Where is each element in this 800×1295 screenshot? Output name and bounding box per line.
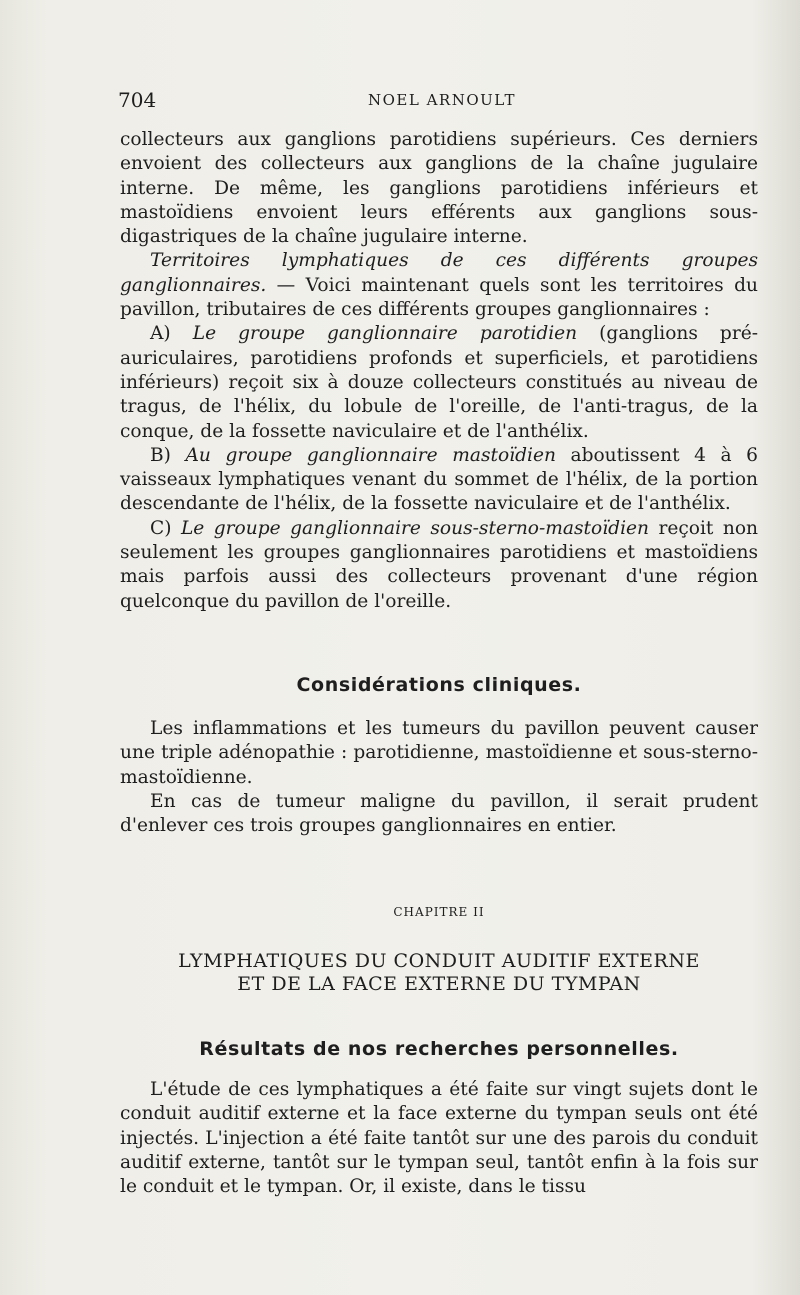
paragraph-inflammations: Les inflammations et les tumeurs du pavillon peuvent causer une triple adénopathie : parotidienne, mastoïdienne et sous-sterno-mastoïdienne. [120,718,758,788]
text-block-resultats [120,1078,758,1199]
paragraph-groupe-mastoidien: B) Au groupe ganglionnaire mastoïdien aboutissent 4 à 6 vaisseaux lymphatiques venant du sommet de l'hélix, de la portion descendante de l'hélix, de la fossette naviculaire et de l'anthélix. [120,444,758,515]
text-block-territories [120,128,758,614]
section-title-considerations: Considérations cliniques. [296,674,582,696]
section-title-resultats: Résultats de nos recherches personnelles. [199,1038,679,1060]
paragraph-groupe-parotidien: A) Le groupe ganglionnaire parotidien (ganglions pré-auriculaires, parotidiens profonds et superficiels, et parotidiens inférieurs) reçoit six à douze collecteurs constitués au niveau de tragus, de l'hélix, du lobule de l'oreille, de l'anti-tragus, de la conque, de la fossette naviculaire et de l'anthélix. [120,323,759,442]
territoires-heading: Territoires lymphatiques de ces différents groupes ganglionnaires. [120,250,758,296]
paragraph-collecteurs: collecteurs aux ganglions parotidiens supérieurs. Ces derniers envoient des collecteurs aux ganglions de la chaîne jugulaire interne. De même, les ganglions parotidiens inférieurs et mastoïdiens envoient leurs efférents aux ganglions sous-digastriques de la chaîne jugulaire interne. [120,129,758,248]
chapter-title-line-2: ET DE LA FACE EXTERNE DU TYMPAN [237,973,641,995]
text-block-considerations [120,717,758,838]
paragraph-territoires: Territoires lymphatiques de ces différents groupes ganglionnaires. — Voici maintenant quels sont les territoires du pavillon, tributaires de ces différents groupes ganglionnaires : [120,250,758,321]
paragraph-etude: L'étude de ces lymphatiques a été faite sur vingt sujets dont le conduit auditif externe et la face externe du tympan seuls ont été injectés. L'injection a été faite tantôt sur une des parois du conduit auditif externe, tantôt sur le tympan seul, tantôt enfin à la fois sur le conduit et le tympan. Or, il existe, dans le tissu [120,1079,758,1198]
page-number: 704 [118,88,157,112]
groupe-sous-sterno-heading: Le groupe ganglionnaire sous-sterno-mastoïdien [180,517,649,539]
running-head-author: NOEL ARNOULT [368,91,517,109]
paragraph-tumeur-maligne: En cas de tumeur maligne du pavillon, il serait prudent d'enlever ces trois groupes ganglionnaires en entier. [120,790,758,837]
paragraph-groupe-sous-sterno-mastoidien: C) Le groupe ganglionnaire sous-sterno-mastoïdien reçoit non seulement les groupes ganglionnaires parotidiens et mastoïdiens mais parfois aussi des collecteurs provenant d'une région quelconque du pavillon de l'oreille. [120,517,758,612]
chapter-title-line-1: LYMPHATIQUES DU CONDUIT AUDITIF EXTERNE [178,950,700,972]
chapter-label: CHAPITRE II [393,905,485,919]
groupe-parotidien-heading: Le groupe ganglionnaire parotidien [192,323,578,345]
chapter-title [120,950,758,996]
groupe-mastoidien-heading: Au groupe ganglionnaire mastoïdien [185,444,556,466]
running-head [118,88,758,116]
